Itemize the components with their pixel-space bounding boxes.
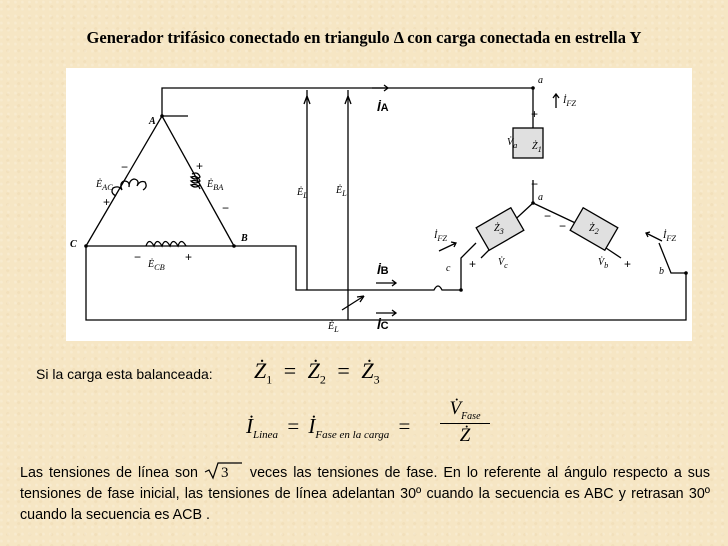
sign-plus: + (469, 257, 477, 271)
explanation-paragraph: Las tensiones de línea son 3 veces las tensiones de fase. En lo referente al ángulo respecto a sus tensiones de fase inicial, las tensiones de línea adelantan 30º cuando la secuencia es ABC y retrasan 30º cuando la secuencia es ACB . (20, 462, 710, 526)
circuit-diagram (66, 68, 692, 341)
node-a-star-label: a (538, 192, 543, 203)
line-voltage-EL-label-1: $Ė_L$ (297, 187, 308, 200)
voltage-Vc-label: $V̇_c$ (498, 257, 508, 270)
sqrt-radicand: 3 (220, 465, 229, 480)
current-IA-label: İA (377, 99, 389, 114)
balanced-condition-label: Si la carga esta balanceada: (36, 366, 213, 382)
sign-plus: + (531, 107, 539, 121)
voltage-Vb-label: $V̇_b$ (598, 257, 609, 270)
arrow-IC (376, 310, 396, 316)
node-C-label: C (70, 239, 77, 250)
sign-minus: − (134, 250, 142, 264)
sign-minus: − (121, 160, 129, 174)
line-voltage-EL-label-2: $Ė_L$ (336, 185, 347, 198)
source-ECB-label: $Ė_{CB}$ (148, 259, 165, 272)
fraction-denominator: Ż (459, 424, 471, 446)
current-IFZ-b-label: $İ_{FZ}$ (663, 230, 677, 243)
node-a-top-label: a (538, 75, 543, 86)
voltage-Va-label: $V̇_a$ (507, 137, 518, 150)
fraction-phase-voltage-over-impedance (440, 398, 490, 447)
sign-minus: − (531, 177, 539, 191)
node-A-label: A (149, 116, 156, 127)
fraction-bar (440, 423, 490, 424)
current-IC-label: İC (377, 317, 389, 332)
current-IFZ-c-label: $İ_{FZ}$ (434, 230, 448, 243)
source-EBA-label: $Ė_{BA}$ (207, 179, 224, 192)
sign-minus: − (544, 209, 552, 223)
sqrt-symbol (204, 462, 244, 480)
arrow-IFZ-c (439, 242, 456, 251)
coil-ECB (146, 242, 186, 247)
sign-plus: + (103, 195, 111, 209)
load-Z1-label: $Ż_1$ (532, 141, 542, 154)
arrow-IA (372, 85, 388, 91)
equation-currents: $İ_{Linea}$ = $İ_{Fase en la carga}$ = (246, 414, 411, 442)
sign-plus: + (185, 250, 193, 264)
arrow-IFZ-b (646, 232, 662, 241)
arrow-IB (376, 280, 396, 286)
current-IB-label: İB (377, 262, 389, 277)
load-Z3-label: $Ż_3$ (494, 223, 504, 236)
node-b-label: b (659, 266, 664, 277)
node-B-label: B (241, 233, 248, 244)
equation-impedances: $Ż_1$ = $Ż_2$ = $Ż_3$ (254, 358, 380, 387)
node-c-label: c (446, 263, 451, 274)
current-IFZ-a-label: $İ_{FZ}$ (563, 95, 577, 108)
sign-plus: + (624, 257, 632, 271)
sign-minus: − (559, 219, 567, 233)
line-voltage-EL-label-3: $Ė_L$ (328, 321, 339, 334)
sign-plus: + (196, 159, 204, 173)
sign-minus: − (222, 201, 230, 215)
arrow-IFZ-a (553, 94, 559, 108)
page-title: Generador trifásico conectado en triangulo Δ con carga conectada en estrella Y (86, 28, 642, 47)
load-Z2-label: $Ż_2$ (589, 223, 599, 236)
source-EAC-label: $Ė_{AC}$ (96, 179, 113, 192)
fraction-numerator: $V̇_{Fase}$ (449, 398, 481, 422)
arrow-EL-3 (342, 296, 364, 310)
